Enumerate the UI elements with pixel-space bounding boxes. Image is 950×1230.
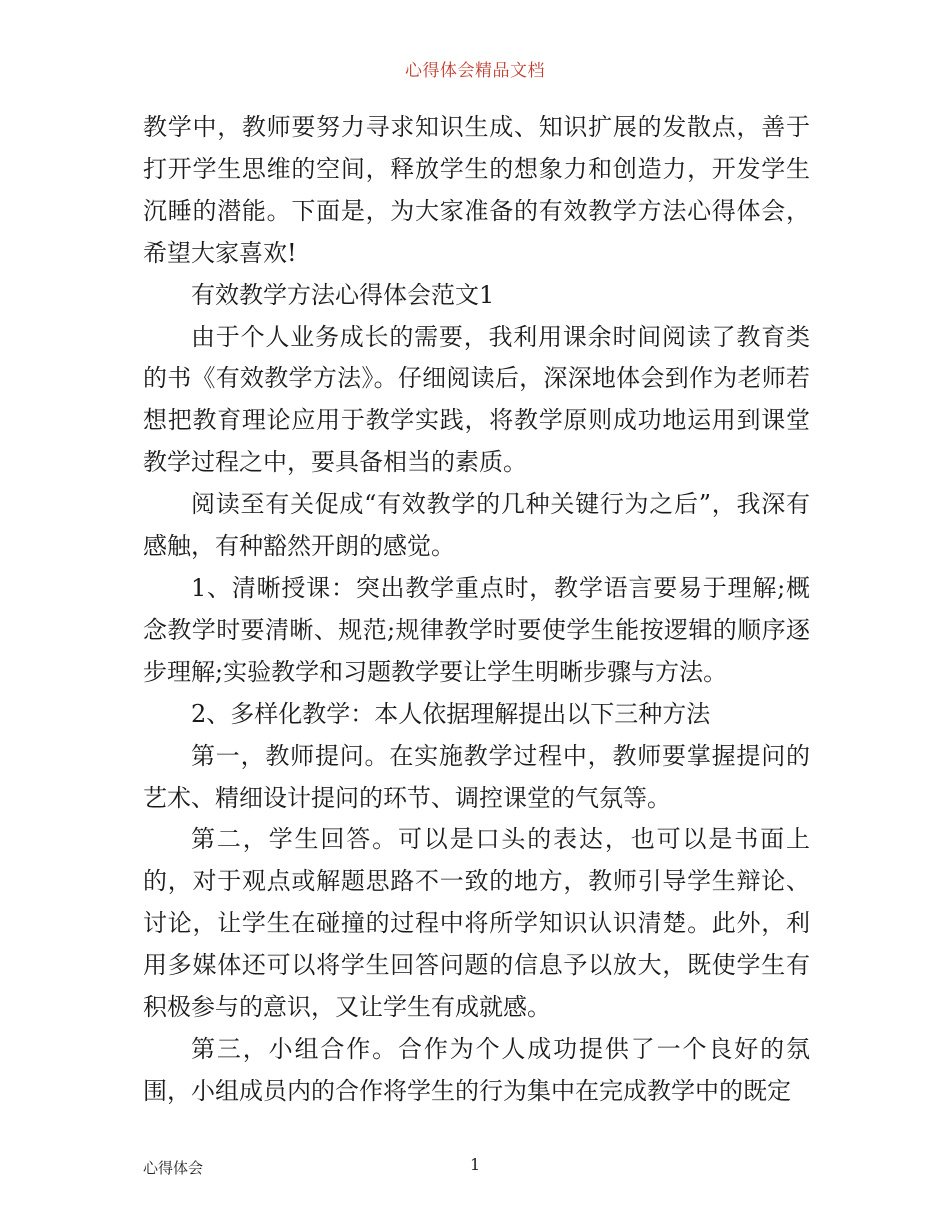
page-number: 1 — [470, 1155, 481, 1174]
paragraph: 第一，教师提问。在实施教学过程中，教师要掌握提问的艺术、精细设计提问的环节、调控课堂的气氛等。 — [143, 741, 810, 812]
document-body — [143, 107, 810, 1113]
paragraph: 阅读至有关促成“有效教学的几种关键行为之后”，我深有感触，有种豁然开朗的感觉。 — [143, 490, 810, 561]
paragraph: 由于个人业务成长的需要，我利用课余时间阅读了教育类的书《有效教学方法》。仔细阅读后，深深地体会到作为老师若想把教育理论应用于教学实践，将教学原则成功地运用到课堂教学过程之中，要具备相当的素质。 — [143, 322, 810, 477]
paragraph: 第三，小组合作。合作为个人成功提供了一个良好的氛围，小组成员内的合作将学生的行为集中在完成教学中的既定 — [143, 1034, 810, 1105]
paragraph-intro: 教学中，教师要努力寻求知识生成、知识扩展的发散点，善于打开学生思维的空间，释放学生的想象力和创造力，开发学生沉睡的潜能。下面是，为大家准备的有效教学方法心得体会，希望大家喜欢! — [143, 113, 810, 267]
paragraph: 第二，学生回答。可以是口头的表达，也可以是书面上的，对于观点或解题思路不一致的地方，教师引导学生辩论、讨论，让学生在碰撞的过程中将所学知识认识清楚。此外，利用多媒体还可以将学生回答问题的信息予以放大，既使学生有积极参与的意识，又让学生有成就感。 — [143, 825, 810, 1022]
footer-label: 心得体会 — [143, 1159, 204, 1177]
section-heading: 有效教学方法心得体会范文1 — [191, 280, 495, 309]
paragraph: 2、多样化教学：本人依据理解提出以下三种方法 — [191, 699, 711, 728]
document-header-title: 心得体会精品文档 — [405, 61, 545, 81]
paragraph: 1、清晰授课：突出教学重点时，教学语言要易于理解;概念教学时要清晰、规范;规律教学时要使学生能按逻辑的顺序逐步理解;实验教学和习题教学要让学生明晰步骤与方法。 — [143, 573, 810, 686]
